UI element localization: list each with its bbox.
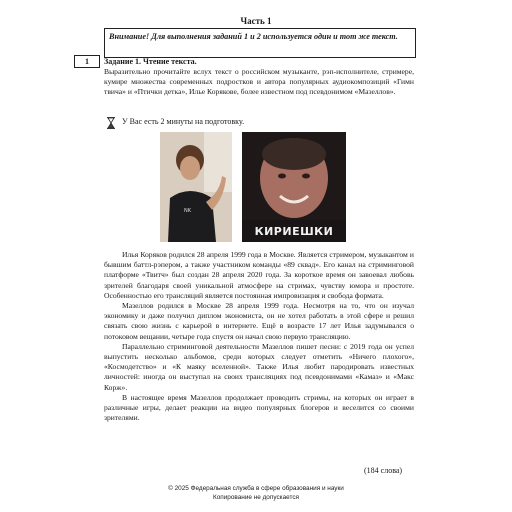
article-paragraph: В настоящее время Мазеллов продолжает проводить стримы, на которых он играет в различные игры, делает реакции на видео популярных блогеров и веселится со своими зрителями. [104,392,414,423]
hourglass-icon [106,117,116,129]
prep-time-note: У Вас есть 2 минуты на подготовку. [122,117,245,126]
person-photo-icon [160,132,232,242]
task-intro: Выразительно прочитайте вслух текст о российском музыканте, рэп-исполнителе, стримере, кумире множества современных подростков и автора популярных аудиокомпозиций «Гимн твича» и «Птички детка», Илье Корякове, более известном под псевдонимом «Мазеллов». [104,67,414,97]
attention-notice: Внимание! Для выполнения заданий 1 и 2 используется один и тот же текст. [104,28,416,58]
part-title: Часть 1 [240,16,272,26]
task-title: Задание 1. Чтение текста. [104,57,197,66]
photo-caption: КИРИЕШКИ [254,225,334,238]
task-number-box: 1 [74,55,100,68]
article-paragraph: Мазеллов родился в Москве 28 апреля 1999 года. Несмотря на то, что он изучал экономику и даже получил диплом экономиста, он не хотел работать в этой сфере и решил связать свою жизнь с карьерой в интернете. Ещё в возрасте 17 лет Илья задумывался о потоковом вещании, четыре года спустя он начал свою первую трансляцию. [104,301,414,341]
word-count: (184 слова) [364,466,403,475]
photo-person-left [160,132,232,242]
footer-copyright: © 2025 Федеральная служба в сфере образования и науки [168,485,344,492]
footer-no-copy: Копирование не допускается [213,494,299,501]
article-paragraph: Параллельно стриминговой деятельности Мазеллов пишет песни: с 2019 года он успел выпустить несколько альбомов, среди которых следует отметить «Ничего плохого», «Космодетство» и «К маяку вселенной». Также Илья любит пародировать известных личностей: иногда он выступал на своих трансляциях под псевдонимами «Камаз» и «Макс Корж». [104,341,414,392]
svg-text:NK: NK [184,208,192,214]
article-body [104,250,414,423]
photo-person-right [242,132,346,242]
article-paragraph: Илья Коряков родился 28 апреля 1999 года в Москве. Является стримером, музыкантом и бывшим баттл-рэпером, а также участником команды «89 сквад». Его канал на стриминговой платформе «Твитч» был создан 28 апреля 2020 года. За короткое время он завоевал любовь зрителей благодаря своей уникальной атмосфере на стримах, чувству юмора и простоте. Особенностью его трансляций является постоянная импровизация и свобода формата. [104,250,414,300]
